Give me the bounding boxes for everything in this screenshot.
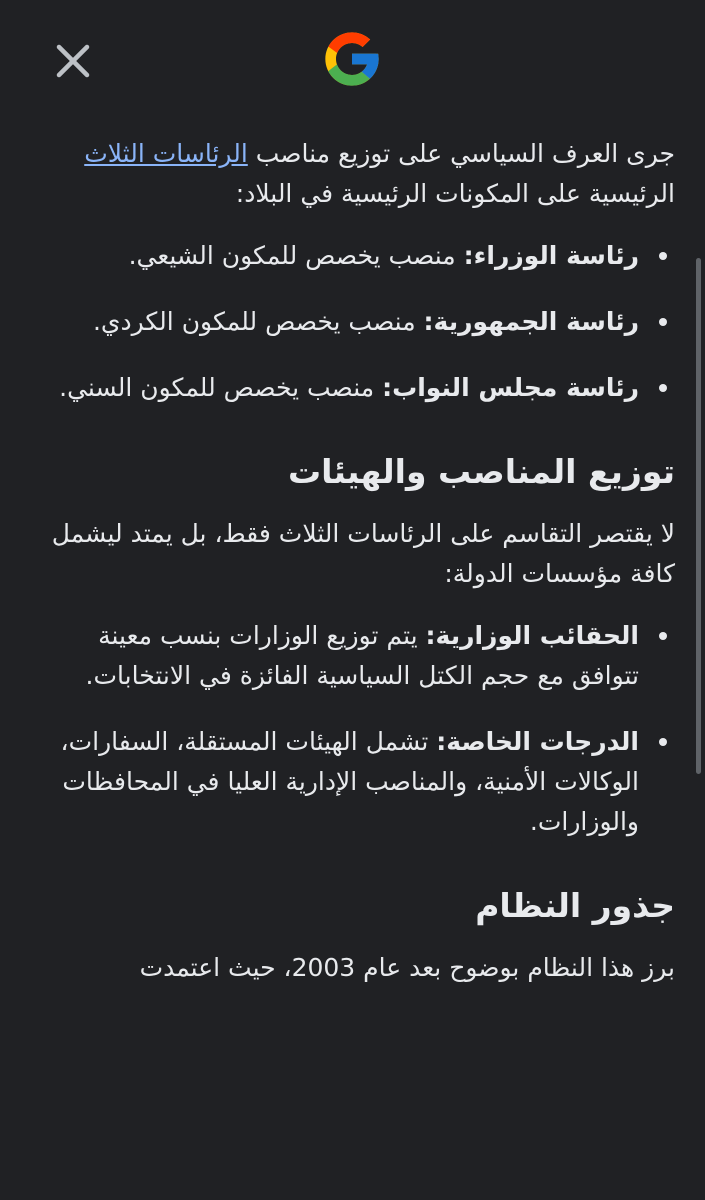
list-item-title: الدرجات الخاصة: <box>436 727 639 756</box>
intro-text-start: جرى العرف السياسي على توزيع مناصب <box>247 139 675 168</box>
list-item-text: منصب يخصص للمكون الكردي. <box>92 307 424 336</box>
list-item <box>30 236 639 276</box>
list-item-title: رئاسة مجلس النواب: <box>382 373 639 402</box>
overview-content <box>30 126 675 988</box>
list-item-text: منصب يخصص للمكون السني. <box>59 373 383 402</box>
google-g-logo-icon <box>320 27 384 91</box>
list-item-title: رئاسة الجمهورية: <box>423 307 639 336</box>
presidencies-list <box>30 236 675 408</box>
intro-text-end: الرئيسية على المكونات الرئيسية في البلاد: <box>235 179 675 208</box>
section-heading-positions: توزيع المناصب والهيئات <box>288 452 675 491</box>
section-heading-roots: جذور النظام <box>475 886 675 925</box>
three-presidencies-link[interactable]: الرئاسات الثلاث <box>84 139 248 168</box>
list-item-title: رئاسة الوزراء: <box>463 241 639 270</box>
scrollbar[interactable] <box>696 258 701 774</box>
list-item-text: يتم توزيع الوزارات بنسب معينة تتوافق مع حجم الكتل السياسية الفائزة في الانتخابات. <box>85 621 639 690</box>
list-item <box>30 616 639 696</box>
roots-paragraph: برز هذا النظام بوضوح بعد عام 2003، حيث اعتمدت <box>139 953 675 982</box>
list-item <box>30 722 639 842</box>
list-item-title: الحقائب الوزارية: <box>425 621 639 650</box>
positions-list <box>30 616 675 842</box>
intro-paragraph <box>30 134 675 214</box>
positions-intro-paragraph: لا يقتصر التقاسم على الرئاسات الثلاث فقط، بل يمتد ليشمل كافة مؤسسات الدولة: <box>51 519 675 588</box>
list-item <box>30 368 639 408</box>
close-button[interactable] <box>52 40 94 82</box>
list-item-text: منصب يخصص للمكون الشيعي. <box>128 241 464 270</box>
top-bar <box>0 0 705 120</box>
list-item <box>30 302 639 342</box>
list-item-text: تشمل الهيئات المستقلة، السفارات، الوكالات الأمنية، والمناصب الإدارية العليا في المحافظات والوزارات. <box>60 727 639 836</box>
close-icon <box>52 40 94 82</box>
